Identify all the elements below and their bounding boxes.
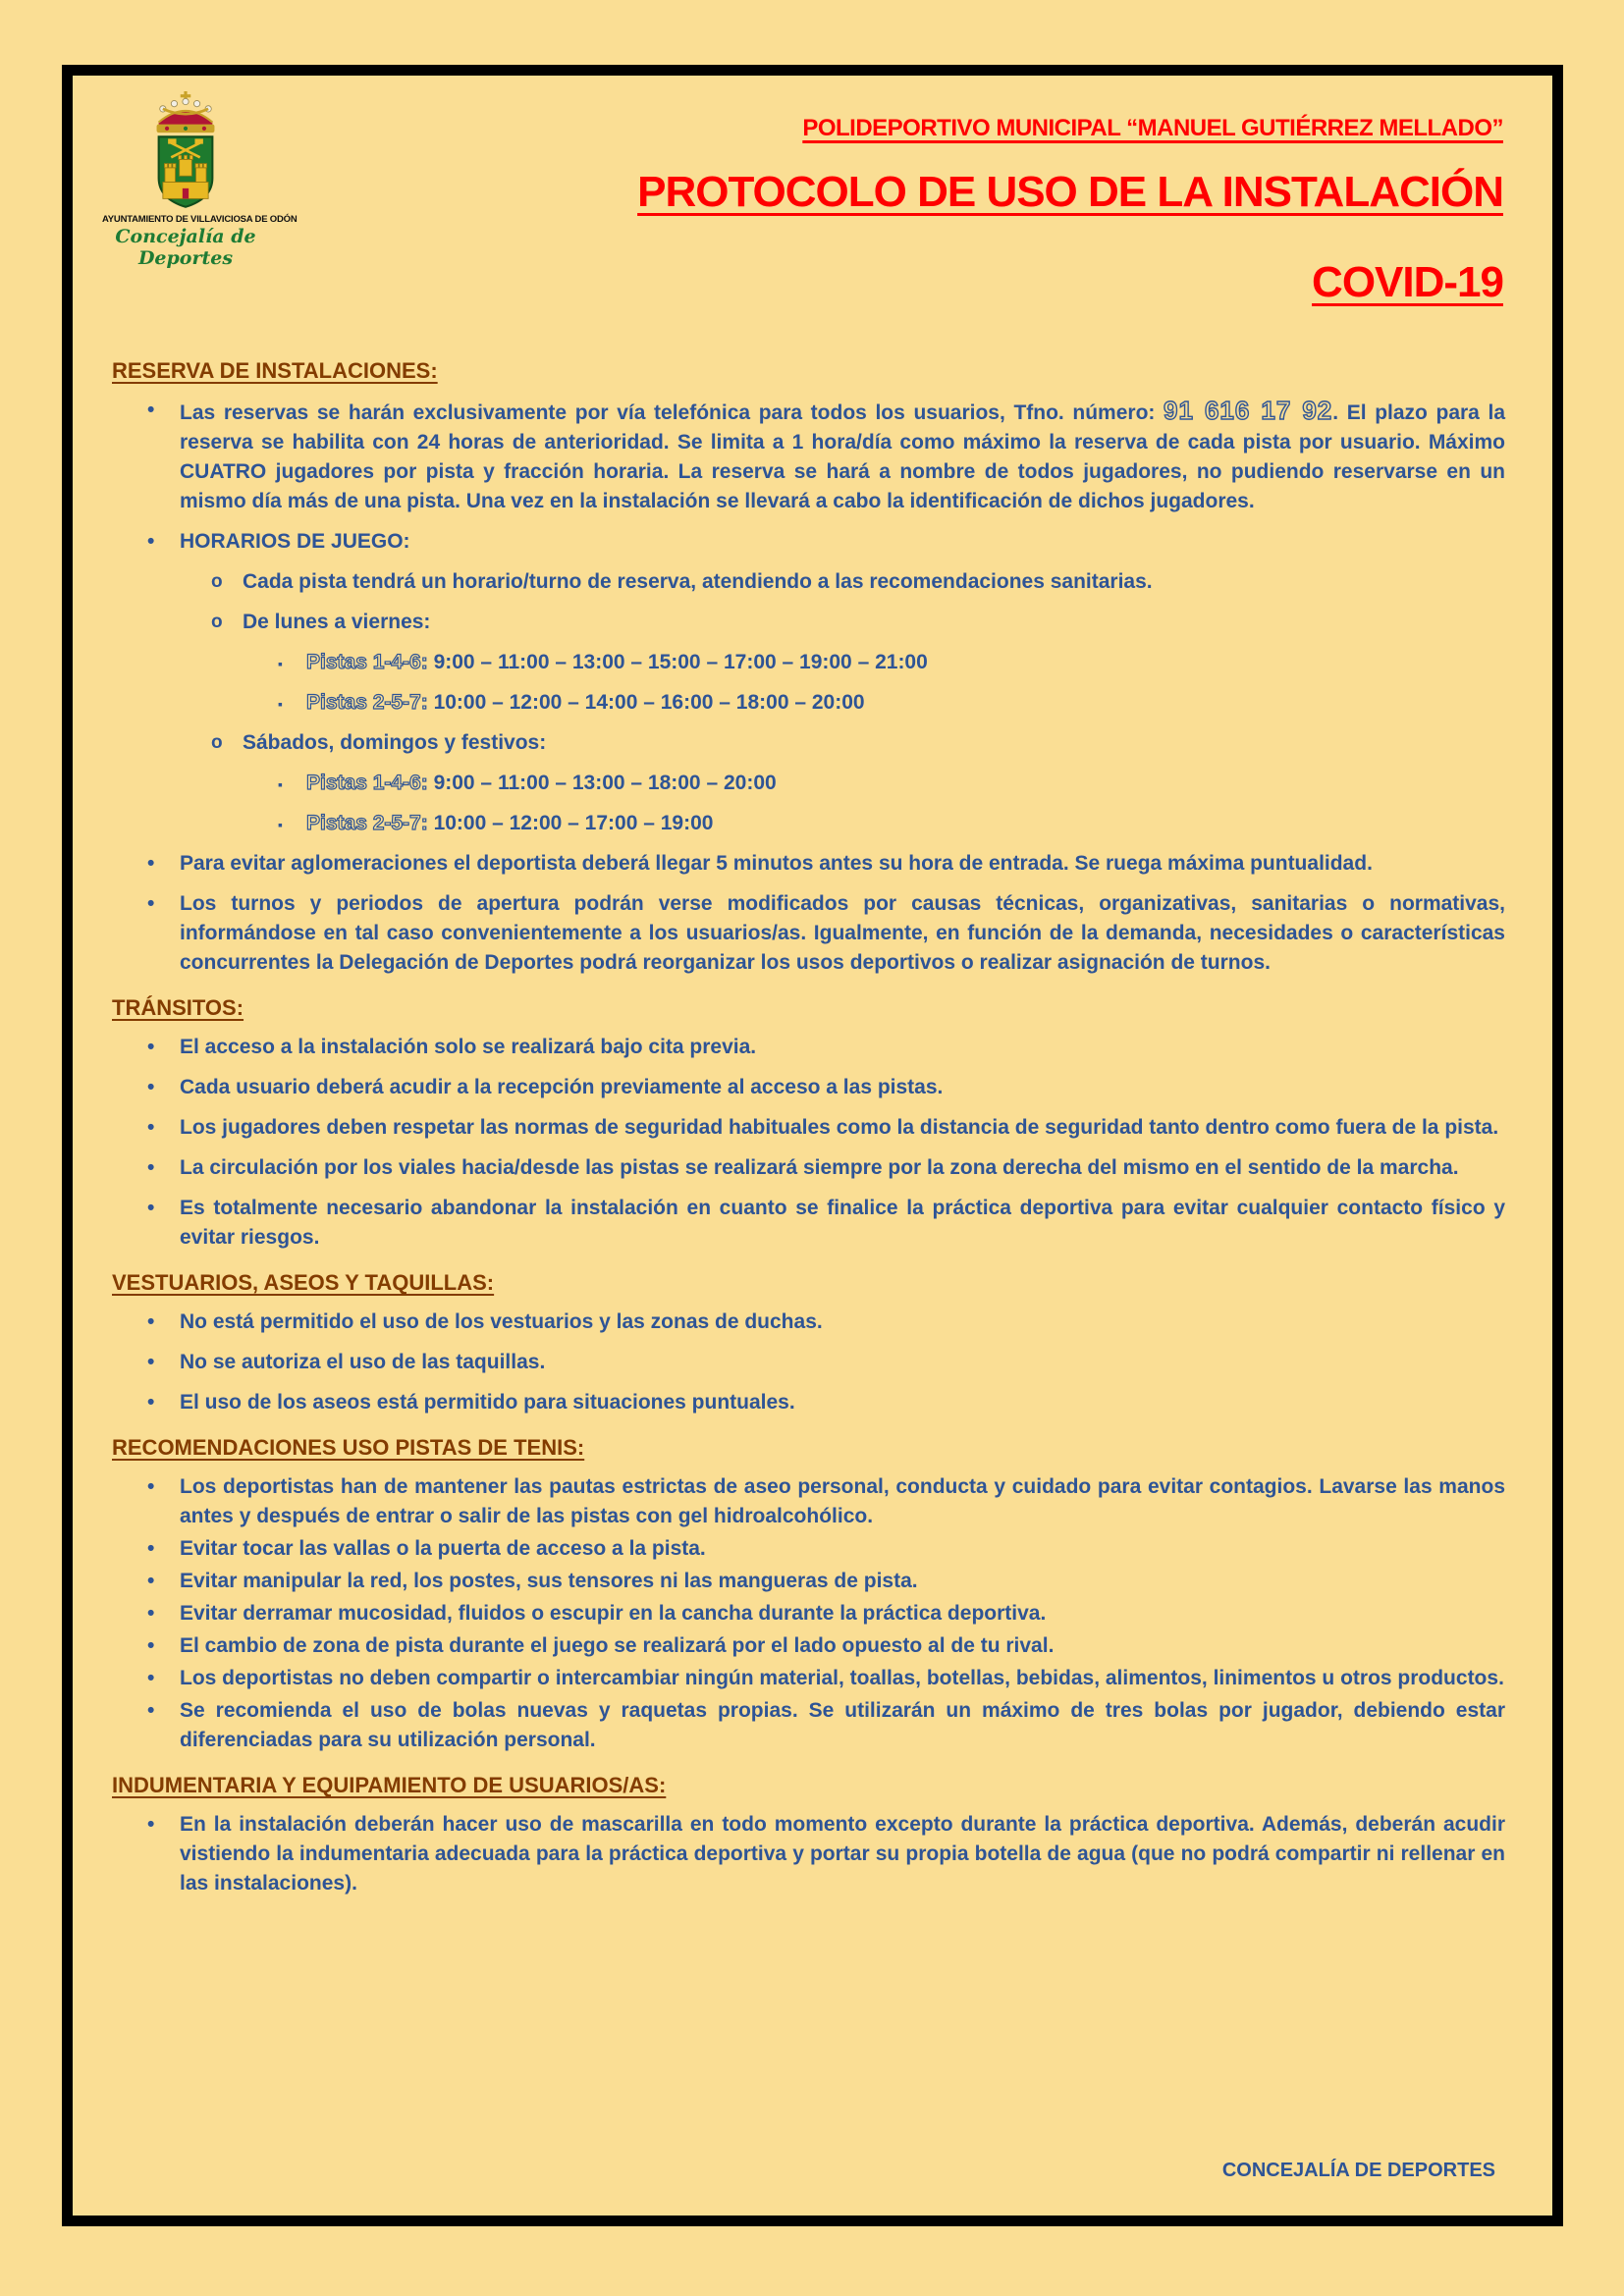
bullet-marker-l1: • bbox=[147, 1310, 155, 1333]
section-heading: VESTUARIOS, ASEOS Y TAQUILLAS: bbox=[112, 1270, 495, 1295]
bullet-marker-l3: ▪ bbox=[278, 696, 283, 712]
list-item bbox=[112, 567, 1505, 597]
bullet-marker-l1: • bbox=[147, 1602, 155, 1625]
list-item bbox=[112, 1308, 1505, 1337]
list-item bbox=[112, 688, 1505, 718]
bullet-marker-l1: • bbox=[147, 1699, 155, 1722]
list-item bbox=[112, 1033, 1505, 1062]
coat-of-arms-icon bbox=[148, 91, 223, 211]
item-text: La circulación por los viales hacia/desde las pistas se realizará siempre por la zona derecha del mismo en el sentido de la marcha. bbox=[180, 1156, 1459, 1179]
item-text: Los jugadores deben respetar las normas de seguridad habituales como la distancia de seguridad tanto dentro como fuera de la pista. bbox=[180, 1116, 1499, 1139]
bullet-marker-l1: • bbox=[147, 1351, 155, 1373]
bullet-marker-l1: • bbox=[147, 1537, 155, 1560]
item-text: El acceso a la instalación solo se realizará bajo cita previa. bbox=[180, 1036, 757, 1058]
list-item bbox=[112, 849, 1505, 879]
facility-title: POLIDEPORTIVO MUNICIPAL “MANUEL GUTIÉRREZ MELLADO” bbox=[802, 115, 1503, 141]
item-text: Las reservas se harán exclusivamente por vía telefónica para todos los usuarios, Tfno. número: 91 616 17 92. El plazo para la reserva se habilita con 24 horas de anterioridad. Se limita a 1 hora/día como máximo la reserva de cada pista por usuario. Máximo CUATRO jugadores por pista y fracción horaria. La reserva se hará a nombre de todos jugadores, no pudiendo reservarse en un mismo día más de una pista. Una vez en la instalación se llevará a cabo la identificación de dichos jugadores. bbox=[180, 396, 1506, 512]
bullet-marker-l1: • bbox=[147, 1391, 155, 1414]
bullet-marker-l1: • bbox=[147, 1076, 155, 1098]
item-text: Evitar manipular la red, los postes, sus tensores ni las mangueras de pista. bbox=[180, 1570, 918, 1592]
list-item bbox=[112, 809, 1505, 838]
bullet-marker-l3: ▪ bbox=[278, 656, 283, 671]
bullet-marker-l1: • bbox=[147, 1156, 155, 1179]
bullet-marker-l1: • bbox=[147, 1667, 155, 1689]
logo bbox=[102, 91, 298, 269]
item-text: En la instalación deberán hacer uso de mascarilla en todo momento excepto durante la práctica deportiva. Además, deberán acudir vistiendo la indumentaria adecuada para la práctica deportiva y portar su propia botella de agua (que no podrá compartir ni rellenar en las instalaciones). bbox=[180, 1813, 1505, 1895]
item-text: Pistas 2-5-7: 10:00 – 12:00 – 17:00 – 19:00 bbox=[306, 812, 714, 834]
item-text: El cambio de zona de pista durante el juego se realizará por el lado opuesto al de tu rival. bbox=[180, 1634, 1055, 1657]
bullet-marker-l1: • bbox=[147, 1197, 155, 1219]
covid-subtitle: COVID-19 bbox=[1312, 258, 1503, 306]
item-text: Evitar derramar mucosidad, fluidos o escupir en la cancha durante la práctica deportiva. bbox=[180, 1602, 1047, 1625]
item-text: De lunes a viernes: bbox=[243, 611, 431, 633]
item-text: Para evitar aglomeraciones el deportista deberá llegar 5 minutos antes su hora de entrada. Se ruega máxima puntualidad. bbox=[180, 852, 1373, 875]
sections-container bbox=[73, 356, 1552, 1898]
section-heading: INDUMENTARIA Y EQUIPAMIENTO DE USUARIOS/AS: bbox=[112, 1773, 667, 1797]
item-text: No está permitido el uso de los vestuarios y las zonas de duchas. bbox=[180, 1310, 823, 1333]
logo-org-name: AYUNTAMIENTO DE VILLAVICIOSA DE ODÓN bbox=[102, 214, 298, 225]
item-text: Evitar tocar las vallas o la puerta de acceso a la pista. bbox=[180, 1537, 706, 1560]
list-item bbox=[112, 1113, 1505, 1143]
list-item bbox=[112, 396, 1505, 516]
list-item bbox=[112, 1534, 1505, 1564]
list-item bbox=[112, 1153, 1505, 1183]
shield-icon bbox=[159, 136, 213, 207]
footer-signature: CONCEJALÍA DE DEPORTES bbox=[1221, 2160, 1495, 2181]
list-item bbox=[112, 1348, 1505, 1377]
list-item bbox=[112, 1194, 1505, 1253]
item-text: Los deportistas no deben compartir o intercambiar ningún material, toallas, botellas, bebidas, alimentos, linimentos u otros productos. bbox=[180, 1667, 1504, 1689]
list-item bbox=[112, 1631, 1505, 1661]
list-item bbox=[112, 648, 1505, 677]
bullet-marker-l1: • bbox=[147, 530, 155, 553]
list-item bbox=[112, 1599, 1505, 1629]
item-text: Sábados, domingos y festivos: bbox=[243, 731, 547, 754]
bullet-marker-l1: • bbox=[147, 852, 155, 875]
section-heading: TRÁNSITOS: bbox=[112, 995, 244, 1020]
list-item bbox=[112, 889, 1505, 978]
item-text: Pistas 1-4-6: 9:00 – 11:00 – 13:00 – 18:00 – 20:00 bbox=[306, 772, 777, 794]
item-text: Los deportistas han de mantener las pautas estrictas de aseo personal, conducta y cuidado para evitar contagios. Lavarse las manos antes y después de entrar o salir de las pistas con gel hidroalcohólico. bbox=[180, 1475, 1505, 1527]
item-text: HORARIOS DE JUEGO: bbox=[180, 530, 410, 553]
bullet-marker-l2: o bbox=[211, 612, 223, 632]
item-text: Los turnos y periodos de apertura podrán verse modificados por causas técnicas, organizativas, sanitarias o normativas, informándose en tal caso convenientemente a los usuarios/as. Igualmente, en función de la demanda, necesidades o características concurrentes la Delegación de Deportes podrá reorganizar los usos deportivos o realizar asignación de turnos. bbox=[180, 892, 1505, 974]
item-text: Se recomienda el uso de bolas nuevas y raquetas propias. Se utilizarán un máximo de tres bolas por jugador, debiendo estar diferenciadas para su utilización personal. bbox=[180, 1699, 1505, 1751]
section-heading: RECOMENDACIONES USO PISTAS DE TENIS: bbox=[112, 1435, 585, 1460]
header bbox=[73, 76, 1552, 352]
crown-icon bbox=[157, 91, 215, 133]
item-text: Pistas 1-4-6: 9:00 – 11:00 – 13:00 – 15:00 – 17:00 – 19:00 – 21:00 bbox=[306, 651, 928, 673]
bullet-marker-l3: ▪ bbox=[278, 817, 283, 832]
bullet-marker-l2: o bbox=[211, 571, 223, 592]
logo-dept-name: Concejalía de Deportes bbox=[115, 226, 256, 269]
item-text: El uso de los aseos está permitido para situaciones puntuales. bbox=[180, 1391, 795, 1414]
title-block bbox=[328, 76, 1503, 307]
bullet-marker-l1: • bbox=[147, 1813, 155, 1836]
document-title: PROTOCOLO DE USO DE LA INSTALACIÓN bbox=[637, 168, 1503, 216]
list-item bbox=[112, 1664, 1505, 1693]
list-item bbox=[112, 1073, 1505, 1102]
list-item bbox=[112, 527, 1505, 557]
item-text: Cada usuario deberá acudir a la recepción previamente al acceso a las pistas. bbox=[180, 1076, 944, 1098]
list-item bbox=[112, 769, 1505, 798]
list-item bbox=[112, 728, 1505, 758]
bullet-marker-l1: • bbox=[147, 892, 155, 915]
bullet-marker-l1: • bbox=[147, 1475, 155, 1498]
bullet-marker-l1: • bbox=[147, 1570, 155, 1592]
item-text: Pistas 2-5-7: 10:00 – 12:00 – 14:00 – 16:00 – 18:00 – 20:00 bbox=[306, 691, 865, 714]
bullet-marker-l1: • bbox=[147, 1036, 155, 1058]
list-item bbox=[112, 1472, 1505, 1531]
list-item bbox=[112, 608, 1505, 637]
item-text: No se autoriza el uso de las taquillas. bbox=[180, 1351, 546, 1373]
section-heading: RESERVA DE INSTALACIONES: bbox=[112, 358, 438, 383]
list-item bbox=[112, 1388, 1505, 1417]
list-item bbox=[112, 1567, 1505, 1596]
item-text: Es totalmente necesario abandonar la instalación en cuanto se finalice la práctica deportiva para evitar cualquier contacto físico y evitar riesgos. bbox=[180, 1197, 1505, 1249]
document-frame bbox=[62, 65, 1563, 2226]
bullet-marker-l1: • bbox=[147, 1634, 155, 1657]
bullet-marker-l1: • bbox=[147, 399, 155, 421]
list-item bbox=[112, 1810, 1505, 1898]
item-text: Cada pista tendrá un horario/turno de reserva, atendiendo a las recomendaciones sanitarias. bbox=[243, 570, 1153, 593]
bullet-marker-l2: o bbox=[211, 732, 223, 753]
bullet-marker-l1: • bbox=[147, 1116, 155, 1139]
list-item bbox=[112, 1696, 1505, 1755]
bullet-marker-l3: ▪ bbox=[278, 776, 283, 792]
